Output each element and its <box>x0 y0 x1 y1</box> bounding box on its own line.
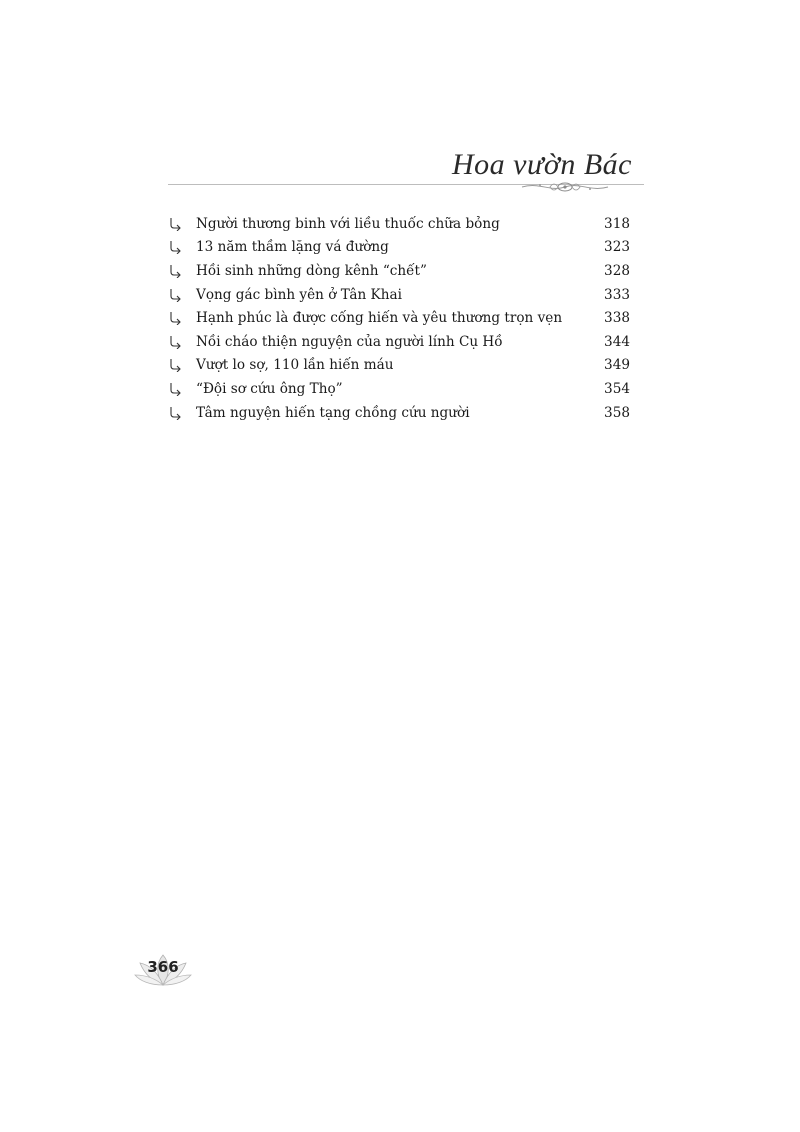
curved-arrow-icon <box>168 335 196 349</box>
toc-item[interactable] <box>168 259 630 283</box>
curved-arrow-icon <box>168 382 196 396</box>
toc-title: Hạnh phúc là được cống hiến và yêu thương trọn vẹn <box>196 310 563 327</box>
table-of-contents <box>168 212 630 424</box>
toc-title: Vọng gác bình yên ở Tân Khai <box>196 286 402 303</box>
curved-arrow-icon <box>168 264 196 278</box>
toc-item[interactable] <box>168 306 630 330</box>
toc-page-number: 358 <box>604 404 630 421</box>
toc-title: Nồi cháo thiện nguyện của người lính Cụ Hồ <box>196 333 503 350</box>
toc-page-number: 333 <box>604 286 630 303</box>
toc-page-number: 349 <box>604 357 630 374</box>
curved-arrow-icon <box>168 358 196 372</box>
toc-title: “Đội sơ cứu ông Thọ” <box>196 380 343 397</box>
toc-title: Vượt lo sợ, 110 lần hiến máu <box>196 357 394 374</box>
toc-item[interactable] <box>168 330 630 354</box>
toc-title: 13 năm thầm lặng vá đường <box>196 239 389 256</box>
toc-title: Tâm nguyện hiến tạng chồng cứu người <box>196 404 470 421</box>
curved-arrow-icon <box>168 240 196 254</box>
toc-page-number: 328 <box>604 262 630 279</box>
toc-page-number: 318 <box>604 215 630 232</box>
toc-item[interactable] <box>168 377 630 401</box>
floral-ornament-icon <box>520 176 610 198</box>
running-title: Hoa vườn Bác <box>452 148 632 181</box>
toc-title: Người thương binh với liều thuốc chữa bỏng <box>196 215 500 232</box>
toc-page-number: 338 <box>604 310 630 327</box>
curved-arrow-icon <box>168 288 196 302</box>
curved-arrow-icon <box>168 406 196 420</box>
toc-item[interactable] <box>168 212 630 236</box>
toc-page-number: 354 <box>604 380 630 397</box>
toc-item[interactable] <box>168 401 630 425</box>
toc-page-number: 323 <box>604 239 630 256</box>
curved-arrow-icon <box>168 311 196 325</box>
toc-item[interactable] <box>168 354 630 378</box>
page-number: 366 <box>147 958 179 976</box>
toc-title: Hồi sinh những dòng kênh “chết” <box>196 262 427 279</box>
toc-item[interactable] <box>168 236 630 260</box>
toc-item[interactable] <box>168 283 630 307</box>
curved-arrow-icon <box>168 217 196 231</box>
toc-page-number: 344 <box>604 333 630 350</box>
